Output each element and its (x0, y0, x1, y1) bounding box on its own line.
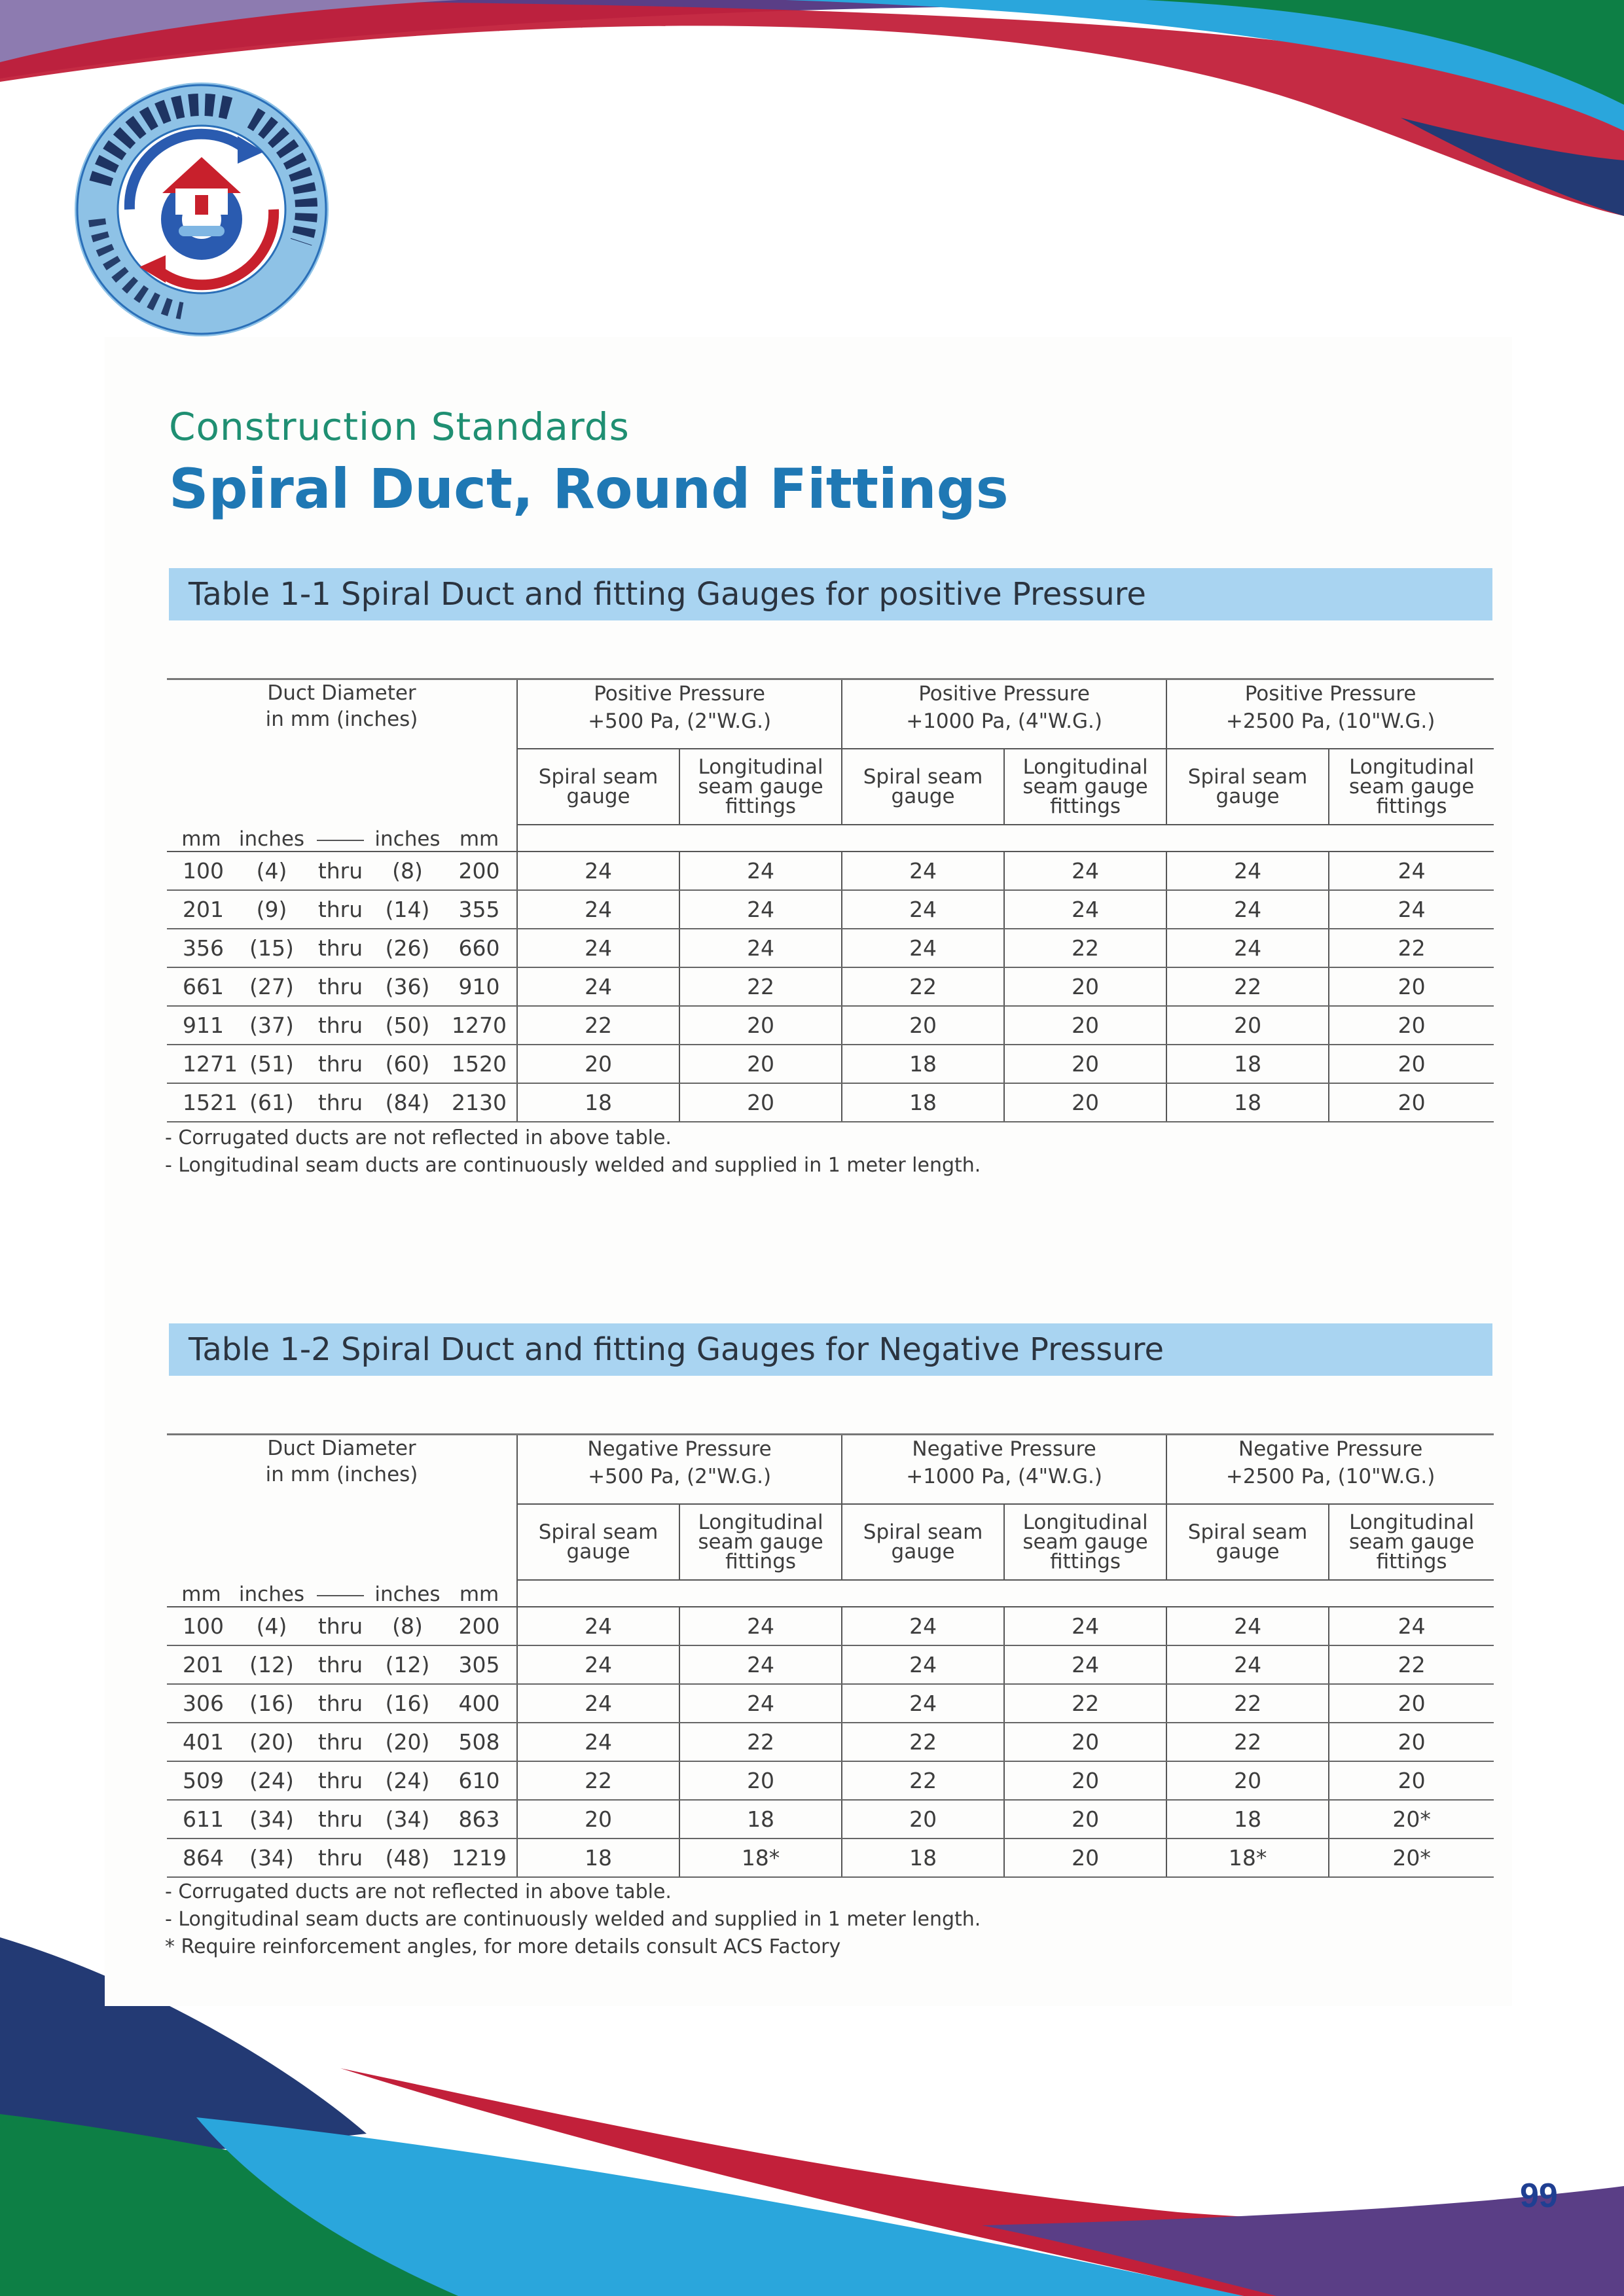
table-row (167, 852, 1494, 890)
pressure-group-value: +2500 Pa, (10"W.G.) (1225, 709, 1435, 733)
table-cell: 305 (442, 1645, 517, 1684)
table-cell: thru (308, 967, 373, 1006)
table-cell: 18 (842, 1045, 1004, 1083)
duct-diameter-label: Duct Diameter (267, 681, 416, 705)
longitudinal-seam-line: seam gauge (698, 1530, 823, 1554)
table-row (167, 1839, 1494, 1877)
table-cell: (34) (236, 1800, 308, 1839)
pressure-group-value: +2500 Pa, (10"W.G.) (1225, 1465, 1435, 1488)
duct-diameter-header (167, 1435, 517, 1581)
table-cell: 22 (679, 967, 842, 1006)
table-cell: thru (308, 1761, 373, 1800)
table-cell: 20 (679, 1761, 842, 1800)
table-cell: 660 (442, 929, 517, 967)
document-title: Spiral Duct, Round Fittings (169, 457, 1009, 521)
table-cell: 24 (517, 890, 679, 929)
unit-label-inches: inches (236, 825, 308, 852)
table-cell: (14) (373, 890, 442, 929)
table-cell: 20 (1329, 1723, 1494, 1761)
table-cell: 18 (517, 1083, 679, 1122)
table-cell: 1521 (167, 1083, 236, 1122)
table-cell: 18* (679, 1839, 842, 1877)
longitudinal-seam-header (1004, 1504, 1166, 1580)
table-cell: 201 (167, 1645, 236, 1684)
longitudinal-seam-header (679, 749, 842, 825)
table-cell: 20 (1329, 1083, 1494, 1122)
table-cell: (51) (236, 1045, 308, 1083)
table-cell: 20 (1329, 967, 1494, 1006)
longitudinal-seam-line: fittings (1376, 795, 1447, 818)
spiral-seam-line: gauge (566, 785, 630, 808)
table-cell: 24 (1004, 1645, 1166, 1684)
table-cell: (27) (236, 967, 308, 1006)
table-cell: 863 (442, 1800, 517, 1839)
table-cell: (26) (373, 929, 442, 967)
page-number: 99 (1520, 2177, 1558, 2215)
duct-diameter-unit: in mm (inches) (265, 708, 418, 731)
table-cell: 24 (679, 1684, 842, 1723)
table-cell: 355 (442, 890, 517, 929)
table-cell: 20 (1004, 1839, 1166, 1877)
table-cell: (48) (373, 1839, 442, 1877)
spiral-seam-line: Spiral seam (1187, 765, 1308, 789)
table-cell: 24 (517, 852, 679, 890)
company-logo (71, 79, 333, 340)
table-cell: 18* (1166, 1839, 1329, 1877)
note-line: - Corrugated ducts are not reflected in above table. (165, 1126, 672, 1149)
table-cell: 509 (167, 1761, 236, 1800)
spiral-seam-line: Spiral seam (538, 1520, 659, 1544)
table-cell: thru (308, 852, 373, 890)
table-cell: thru (308, 929, 373, 967)
table-cell: 100 (167, 1607, 236, 1645)
spiral-seam-line: gauge (891, 1540, 955, 1564)
note-line: - Corrugated ducts are not reflected in above table. (165, 1880, 672, 1903)
table-cell: (34) (373, 1800, 442, 1839)
table-cell: thru (308, 1083, 373, 1122)
table-cell: 1271 (167, 1045, 236, 1083)
table-cell: (9) (236, 890, 308, 929)
unit-label-inches: inches (373, 1580, 442, 1607)
spiral-seam-line: gauge (1216, 785, 1280, 808)
longitudinal-seam-line: Longitudinal (1349, 1511, 1475, 1534)
table-notes (165, 1878, 981, 1961)
table-cell: (24) (236, 1761, 308, 1800)
table-cell: 24 (517, 1723, 679, 1761)
table-cell: 22 (842, 1723, 1004, 1761)
table-cell: (24) (373, 1761, 442, 1800)
table-cell: 20* (1329, 1800, 1494, 1839)
pressure-group-value: +500 Pa, (2"W.G.) (588, 1465, 772, 1488)
table-cell: 24 (1166, 929, 1329, 967)
document-subtitle: Construction Standards (169, 404, 630, 449)
table-cell: 356 (167, 929, 236, 967)
table-cell: 1270 (442, 1006, 517, 1045)
table-cell: 20 (842, 1006, 1004, 1045)
table-cell: 661 (167, 967, 236, 1006)
table-cell: 22 (1004, 1684, 1166, 1723)
table-cell: 20 (1004, 967, 1166, 1006)
spiral-seam-line: gauge (891, 785, 955, 808)
header-spacer (517, 825, 1494, 852)
table-row (167, 1083, 1494, 1122)
table-cell: 24 (1166, 1645, 1329, 1684)
table-cell: 24 (1166, 852, 1329, 890)
duct-diameter-unit: in mm (inches) (265, 1463, 418, 1486)
table-cell: 864 (167, 1839, 236, 1877)
longitudinal-seam-line: fittings (725, 795, 797, 818)
table-cell: 24 (842, 890, 1004, 929)
table-cell: 20 (1329, 1006, 1494, 1045)
table-cell: (60) (373, 1045, 442, 1083)
table-cell: (36) (373, 967, 442, 1006)
table-cell: 24 (679, 1607, 842, 1645)
table-cell: 508 (442, 1723, 517, 1761)
table-cell: 2130 (442, 1083, 517, 1122)
table-cell: 24 (517, 1684, 679, 1723)
table-cell: 18 (517, 1839, 679, 1877)
table-cell: 18 (679, 1800, 842, 1839)
table-cell: 22 (1166, 967, 1329, 1006)
table-body (167, 852, 1494, 1122)
spiral-seam-line: Spiral seam (863, 1520, 983, 1544)
table-cell: thru (308, 1839, 373, 1877)
longitudinal-seam-line: seam gauge (1022, 775, 1148, 798)
spiral-seam-header (1166, 749, 1329, 825)
pressure-group-header (517, 1435, 842, 1505)
table-cell: 24 (1166, 1607, 1329, 1645)
pressure-group-header (842, 1435, 1166, 1505)
table-row (167, 1761, 1494, 1800)
table-cell: 200 (442, 1607, 517, 1645)
table-row (167, 1645, 1494, 1684)
table-cell: 1219 (442, 1839, 517, 1877)
longitudinal-seam-line: fittings (1050, 1550, 1121, 1573)
table-row (167, 1607, 1494, 1645)
table-cell: 24 (679, 852, 842, 890)
header-spacer (517, 1580, 1494, 1607)
unit-label-mm: mm (442, 825, 517, 852)
table-row (167, 1045, 1494, 1083)
table-cell: 20 (1004, 1723, 1166, 1761)
table-cell: thru (308, 1800, 373, 1839)
longitudinal-seam-header (1329, 1504, 1494, 1580)
spiral-seam-line: gauge (566, 1540, 630, 1564)
pressure-group-value: +1000 Pa, (4"W.G.) (906, 709, 1102, 733)
table-row (167, 967, 1494, 1006)
table-cell: 24 (679, 1645, 842, 1684)
spiral-seam-line: Spiral seam (863, 765, 983, 789)
table-cell: 22 (1004, 929, 1166, 967)
table-cell: (4) (236, 852, 308, 890)
pressure-group-label: Positive Pressure (1244, 682, 1416, 706)
note-line: - Longitudinal seam ducts are continuously welded and supplied in 1 meter length. (165, 1908, 981, 1931)
pressure-group-label: Negative Pressure (1238, 1437, 1423, 1461)
table-cell: 611 (167, 1800, 236, 1839)
table-cell: 400 (442, 1684, 517, 1723)
table-cell: (50) (373, 1006, 442, 1045)
company-logo-emblem (71, 79, 333, 340)
longitudinal-seam-line: seam gauge (1348, 1530, 1475, 1554)
table-cell: 20 (679, 1006, 842, 1045)
longitudinal-seam-line: seam gauge (1022, 1530, 1148, 1554)
duct-diameter-label: Duct Diameter (267, 1437, 416, 1460)
spiral-seam-header (842, 1504, 1004, 1580)
table-cell: thru (308, 1045, 373, 1083)
pressure-group-header (517, 679, 842, 749)
table-cell: (16) (236, 1684, 308, 1723)
table-cell: 20 (1166, 1761, 1329, 1800)
note-line: - Longitudinal seam ducts are continuously welded and supplied in 1 meter length. (165, 1154, 981, 1177)
table-cell: 18 (842, 1083, 1004, 1122)
pressure-group-header (1166, 1435, 1494, 1505)
spiral-seam-header (1166, 1504, 1329, 1580)
table-cell: 24 (1004, 890, 1166, 929)
table-row (167, 1684, 1494, 1723)
table-cell: 24 (842, 1645, 1004, 1684)
longitudinal-seam-header (1004, 749, 1166, 825)
table-cell: 20 (1004, 1083, 1166, 1122)
table-cell: 20 (517, 1800, 679, 1839)
table-cell: 20* (1329, 1839, 1494, 1877)
table-cell: 20 (679, 1083, 842, 1122)
table-cell: 20 (842, 1800, 1004, 1839)
longitudinal-seam-line: fittings (1050, 795, 1121, 818)
table-cell: 20 (679, 1045, 842, 1083)
longitudinal-seam-line: Longitudinal (1022, 1511, 1148, 1534)
table-cell: 200 (442, 852, 517, 890)
table-cell: (8) (373, 1607, 442, 1645)
table-cell: thru (308, 1723, 373, 1761)
duct-diameter-header (167, 679, 517, 825)
spiral-seam-header (517, 1504, 679, 1580)
table-row (167, 890, 1494, 929)
table-cell: thru (308, 1645, 373, 1684)
longitudinal-seam-line: seam gauge (1348, 775, 1475, 798)
unit-label-inches: inches (236, 1580, 308, 1607)
table-cell: 18 (1166, 1083, 1329, 1122)
table-cell: (12) (236, 1645, 308, 1684)
note-line: * Require reinforcement angles, for more details consult ACS Factory (165, 1935, 841, 1958)
table-row (167, 1800, 1494, 1839)
table-cell: 20 (1004, 1045, 1166, 1083)
longitudinal-seam-line: seam gauge (698, 775, 823, 798)
table-cell: 24 (842, 1684, 1004, 1723)
longitudinal-seam-line: fittings (725, 1550, 797, 1573)
table-cell: 22 (1329, 929, 1494, 967)
table-cell: 24 (842, 852, 1004, 890)
longitudinal-seam-header (1329, 749, 1494, 825)
dash-line (317, 1595, 364, 1596)
table-cell: 24 (842, 929, 1004, 967)
table-cell: (20) (236, 1723, 308, 1761)
table-cell: 20 (1329, 1045, 1494, 1083)
table-cell: 24 (842, 1607, 1004, 1645)
table-cell: 1520 (442, 1045, 517, 1083)
table-cell: 18 (1166, 1800, 1329, 1839)
longitudinal-seam-line: Longitudinal (698, 1511, 823, 1534)
unit-label-dash (308, 1580, 373, 1607)
longitudinal-seam-line: Longitudinal (1349, 755, 1475, 779)
unit-label-mm: mm (167, 1580, 236, 1607)
table-cell: (16) (373, 1684, 442, 1723)
table-row (167, 929, 1494, 967)
table-cell: (8) (373, 852, 442, 890)
table-cell: (20) (373, 1723, 442, 1761)
table-cell: 20 (1329, 1761, 1494, 1800)
table-cell: 610 (442, 1761, 517, 1800)
table-cell: 401 (167, 1723, 236, 1761)
table-body (167, 1607, 1494, 1877)
table-cell: 911 (167, 1006, 236, 1045)
gauge-table-negative (167, 1433, 1494, 1878)
table-cell: 24 (679, 929, 842, 967)
table-cell: thru (308, 890, 373, 929)
pressure-group-header (1166, 679, 1494, 749)
table-cell: 18 (842, 1839, 1004, 1877)
table-cell: 18 (1166, 1045, 1329, 1083)
table-cell: 22 (842, 1761, 1004, 1800)
table-cell: (84) (373, 1083, 442, 1122)
table-cell: 24 (1004, 1607, 1166, 1645)
table-cell: 20 (1166, 1006, 1329, 1045)
table-cell: 24 (1329, 890, 1494, 929)
spiral-seam-line: gauge (1216, 1540, 1280, 1564)
table-cell: (12) (373, 1645, 442, 1684)
dash-line (317, 840, 364, 841)
table-cell: 24 (517, 1607, 679, 1645)
unit-label-dash (308, 825, 373, 852)
gauge-table-positive (167, 678, 1494, 1122)
table-cell: 20 (1004, 1761, 1166, 1800)
table-cell: 22 (679, 1723, 842, 1761)
table-cell: 24 (1004, 852, 1166, 890)
longitudinal-seam-line: Longitudinal (698, 755, 823, 779)
table-cell: 20 (1329, 1684, 1494, 1723)
table-cell: 24 (1329, 852, 1494, 890)
table-cell: thru (308, 1006, 373, 1045)
table-cell: 22 (842, 967, 1004, 1006)
pressure-group-label: Negative Pressure (587, 1437, 772, 1461)
table-cell: 24 (679, 890, 842, 929)
pressure-group-header (842, 679, 1166, 749)
table-row (167, 1723, 1494, 1761)
table-cell: 24 (517, 967, 679, 1006)
table-cell: 22 (517, 1006, 679, 1045)
pressure-group-value: +500 Pa, (2"W.G.) (588, 709, 772, 733)
spiral-seam-header (517, 749, 679, 825)
table-cell: 22 (1166, 1723, 1329, 1761)
table-caption-band: Table 1-1 Spiral Duct and fitting Gauges for positive Pressure (169, 568, 1492, 620)
table-cell: (4) (236, 1607, 308, 1645)
table-caption-band: Table 1-2 Spiral Duct and fitting Gauges for Negative Pressure (169, 1323, 1492, 1376)
table-cell: 24 (517, 1645, 679, 1684)
longitudinal-seam-line: fittings (1376, 1550, 1447, 1573)
spiral-seam-header (842, 749, 1004, 825)
table-cell: 201 (167, 890, 236, 929)
table-cell: 20 (1004, 1800, 1166, 1839)
table-cell: 24 (1329, 1607, 1494, 1645)
table-row (167, 1006, 1494, 1045)
unit-label-inches: inches (373, 825, 442, 852)
table-cell: 20 (1004, 1006, 1166, 1045)
unit-label-mm: mm (442, 1580, 517, 1607)
spiral-seam-line: Spiral seam (538, 765, 659, 789)
longitudinal-seam-header (679, 1504, 842, 1580)
table-cell: (15) (236, 929, 308, 967)
table-cell: thru (308, 1607, 373, 1645)
table-cell: 100 (167, 852, 236, 890)
table-cell: 22 (1329, 1645, 1494, 1684)
pressure-group-label: Negative Pressure (912, 1437, 1096, 1461)
table-cell: thru (308, 1684, 373, 1723)
table-cell: (37) (236, 1006, 308, 1045)
spiral-seam-line: Spiral seam (1187, 1520, 1308, 1544)
table-cell: 24 (1166, 890, 1329, 929)
pressure-group-label: Positive Pressure (594, 682, 765, 706)
table-cell: 20 (517, 1045, 679, 1083)
table-cell: 306 (167, 1684, 236, 1723)
table-cell: (34) (236, 1839, 308, 1877)
table-cell: 910 (442, 967, 517, 1006)
table-notes (165, 1124, 981, 1179)
table-cell: 22 (517, 1761, 679, 1800)
table-cell: 22 (1166, 1684, 1329, 1723)
table-cell: 24 (517, 929, 679, 967)
pressure-group-label: Positive Pressure (918, 682, 1090, 706)
unit-label-mm: mm (167, 825, 236, 852)
table-cell: (61) (236, 1083, 308, 1122)
pressure-group-value: +1000 Pa, (4"W.G.) (906, 1465, 1102, 1488)
longitudinal-seam-line: Longitudinal (1022, 755, 1148, 779)
